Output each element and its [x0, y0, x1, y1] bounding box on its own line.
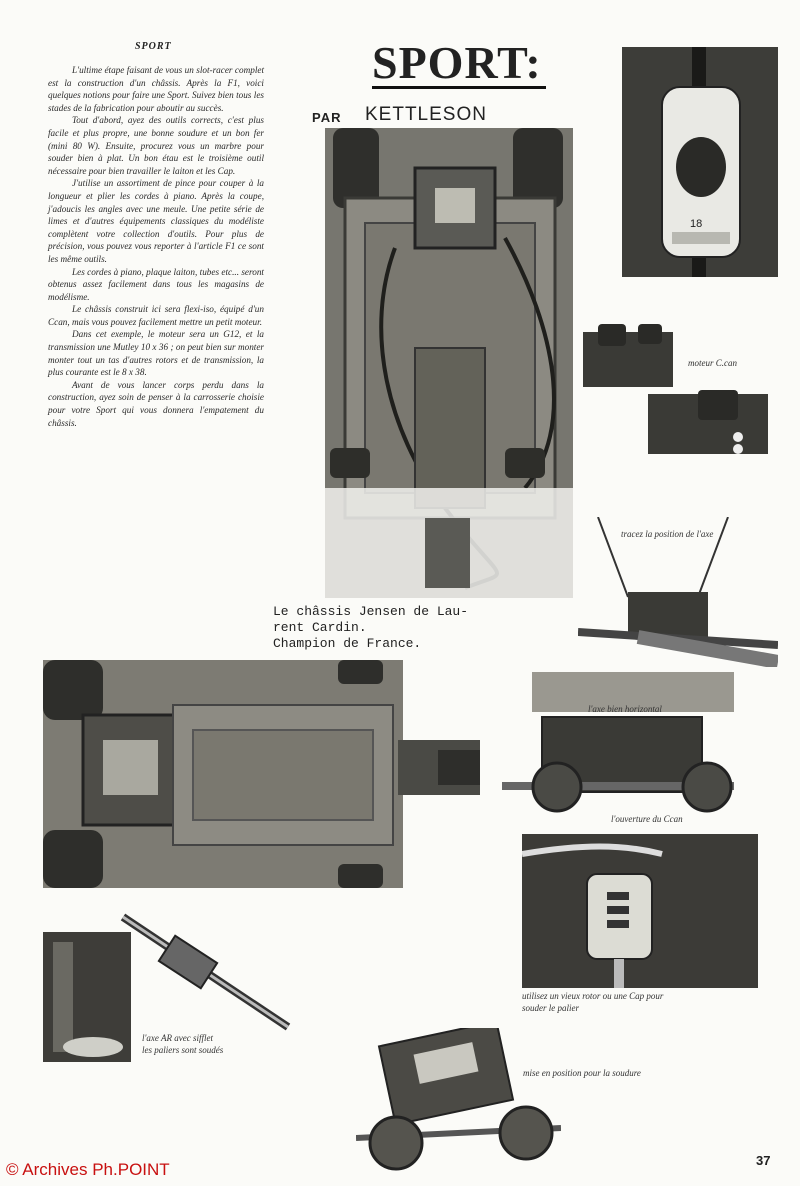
author-name: KETTLESON: [365, 104, 487, 125]
page-title: SPORT:: [372, 40, 546, 89]
caption-line: souder le palier: [522, 1003, 579, 1013]
copyright-notice: © Archives Ph.POINT: [6, 1160, 170, 1179]
page-number: 37: [756, 1153, 771, 1168]
welding-photo: [356, 1028, 561, 1173]
article-paragraph: L'ultime étape faisant de vous un slot-racer complet est la construction d'un châssis. Après la F1, voici quelques notions pour faire une Sport. Suivez bien tous les stades de la fabrication pour aboutir au succès.: [48, 65, 264, 113]
caption-rotor: [522, 990, 663, 1014]
article-paragraph: Tout d'abord, ayez des outils corrects, c'est plus facile et plus propre, une bonne soudure et un bon fer (mini 80 W). Ensuite, procurez vous un marbre pour souder bien à plat. Un bon étau est le troisième outil nécessaire pour bien travailler le laiton et les Cap.: [48, 115, 264, 176]
caption-rear-axle: [142, 1032, 223, 1056]
chassis-main-photo: [325, 128, 573, 598]
race-car-photo: [622, 47, 778, 277]
caption-line: Champion de France.: [273, 636, 422, 651]
caption-line: l'axe AR avec sifflet: [142, 1033, 213, 1043]
running-head: SPORT: [135, 41, 172, 52]
chassis-horizontal-photo: [43, 660, 480, 888]
motor-photo: [578, 322, 772, 468]
caption-axle-position: tracez la position de l'axe: [621, 529, 714, 539]
article-paragraph: Avant de vous lancer corps perdu dans la construction, ayez soin de penser à la carrosserie choisie pour votre Sport qui vous donnera l'empatement du châssis.: [48, 379, 264, 428]
caption-line: rent Cardin.: [273, 620, 367, 635]
caption-line: les paliers sont soudés: [142, 1045, 224, 1055]
article-body: [48, 64, 264, 429]
byline-prefix: PAR: [312, 110, 342, 125]
caption-main-photo: [273, 604, 533, 652]
axle-horizontal-photo: [502, 672, 734, 827]
caption-motor: moteur C.can: [688, 358, 737, 368]
article-paragraph: Dans cet exemple, le moteur sera un G12, et la transmission une Mutley 10 x 36 ; on peut bien sur monter monter tout un tas d'autres rotors et de transmission, la plus courante est le 8 x 38.: [48, 329, 264, 378]
article-paragraph: Le châssis construit ici sera flexi-iso, équipé d'un Ccan, mais vous pouvez facilement mettre un petit moteur.: [48, 304, 264, 327]
caption-line: Le châssis Jensen de Lau-: [273, 604, 469, 619]
article-paragraph: Les cordes à piano, plaque laiton, tubes etc... seront obtenus assez facilement dans tous les magasins de modélisme.: [48, 266, 264, 302]
caption-axle-horizontal: l'axe bien horizontal: [588, 704, 662, 714]
caption-welding: mise en position pour la soudure: [523, 1068, 641, 1078]
caption-line: utilisez un vieux rotor ou une Cap pour: [522, 991, 664, 1001]
rotor-photo: [522, 834, 758, 988]
car-number: 18: [690, 218, 703, 230]
caption-ccan-opening: l'ouverture du Ccan: [611, 814, 683, 824]
article-paragraph: J'utilise un assortiment de pince pour couper à la longueur et plier les cordes à piano. Après la coupe, j'adoucis les angles avec une meule. Une petite série de limes et d'autres équipements classiques du modéliste complètent votre collection d'outils. Pour plus de précision, vous pouvez vous reporter à l'article F1 ce sont les même outils.: [48, 178, 264, 264]
